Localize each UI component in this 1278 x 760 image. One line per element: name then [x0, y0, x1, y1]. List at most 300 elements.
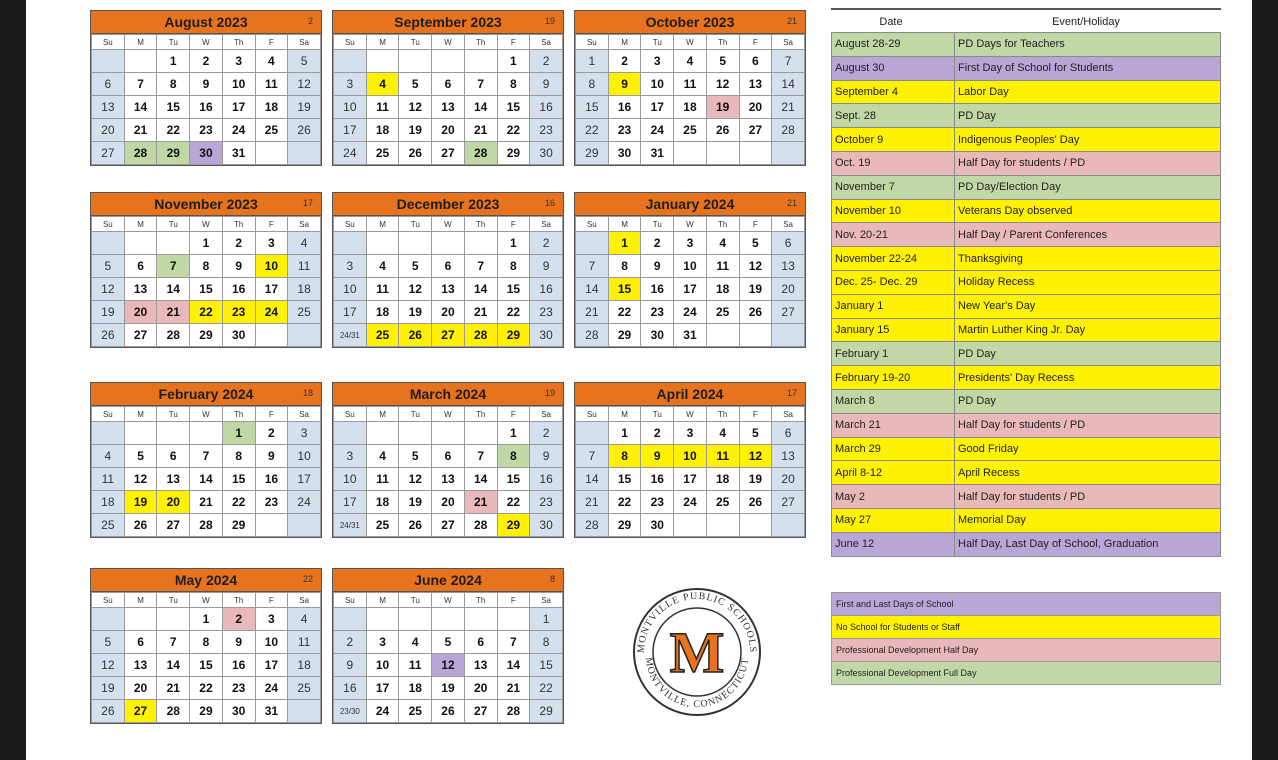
- day-cell: 21: [576, 301, 609, 324]
- day-cell: 30: [608, 142, 641, 165]
- weekday-header: Su: [334, 217, 367, 232]
- weekday-header: Tu: [399, 593, 432, 608]
- day-cell: 25: [288, 301, 321, 324]
- event-row: [831, 270, 1221, 294]
- day-cell: 25: [255, 119, 288, 142]
- day-cell: 30: [190, 142, 223, 165]
- day-cell: 24/31: [334, 514, 367, 537]
- day-cell: 21: [464, 491, 497, 514]
- day-cell: 21: [464, 119, 497, 142]
- event-date: June 12: [832, 533, 955, 556]
- day-cell: 28: [576, 324, 609, 347]
- day-cell: 6: [464, 631, 497, 654]
- day-cell: 22: [497, 491, 530, 514]
- day-cell: 29: [157, 142, 190, 165]
- day-cell: 24: [222, 119, 255, 142]
- event-row: [831, 341, 1221, 365]
- table-top-rule: [831, 8, 1221, 10]
- day-cell: [334, 608, 367, 631]
- day-cell: 21: [464, 301, 497, 324]
- event-name: PD Day/Election Day: [958, 181, 1061, 194]
- weekday-header: Su: [92, 35, 125, 50]
- event-name: Labor Day: [958, 85, 1009, 98]
- day-cell: 5: [92, 255, 125, 278]
- day-cell: 19: [399, 301, 432, 324]
- day-cell: 17: [255, 278, 288, 301]
- day-cell: [92, 50, 125, 73]
- day-cell: [288, 324, 321, 347]
- weekday-header: Sa: [530, 593, 563, 608]
- day-cell: 11: [288, 255, 321, 278]
- event-name: PD Day: [958, 395, 996, 408]
- day-cell: 1: [157, 50, 190, 73]
- weekday-header: W: [674, 217, 707, 232]
- day-cell: 14: [190, 468, 223, 491]
- day-cell: [399, 50, 432, 73]
- day-cell: 9: [222, 255, 255, 278]
- day-cell: 14: [124, 96, 157, 119]
- weekday-header: F: [255, 217, 288, 232]
- day-cell: 25: [288, 677, 321, 700]
- day-cell: 4: [366, 255, 399, 278]
- day-cell: 7: [124, 73, 157, 96]
- day-cell: 31: [255, 700, 288, 723]
- day-cell: 30: [222, 700, 255, 723]
- day-cell: 15: [497, 278, 530, 301]
- day-cell: 19: [739, 468, 772, 491]
- legend-item: Professional Development Half Day: [831, 638, 1221, 661]
- day-cell: 13: [432, 96, 465, 119]
- day-cell: 18: [399, 677, 432, 700]
- month-title-text: April 2024: [656, 386, 724, 402]
- day-cell: 23: [222, 301, 255, 324]
- month-october-2023: [574, 10, 806, 166]
- day-cell: 29: [190, 324, 223, 347]
- event-row: [831, 318, 1221, 342]
- event-name: Good Friday: [958, 442, 1019, 455]
- weekday-header: Th: [464, 407, 497, 422]
- day-cell: 10: [366, 654, 399, 677]
- weekday-header: Th: [222, 407, 255, 422]
- day-cell: 21: [497, 677, 530, 700]
- day-cell: 26: [739, 301, 772, 324]
- day-cell: 27: [432, 514, 465, 537]
- day-cell: 12: [92, 654, 125, 677]
- month-title-text: March 2024: [409, 386, 487, 402]
- school-day-count: 8: [549, 574, 555, 584]
- events-table: [831, 8, 1221, 557]
- day-cell: 3: [288, 422, 321, 445]
- day-cell: 3: [255, 608, 288, 631]
- weekday-header: Sa: [530, 35, 563, 50]
- day-cell: 12: [399, 96, 432, 119]
- day-cell: [464, 50, 497, 73]
- day-cell: [399, 422, 432, 445]
- day-cell: 4: [674, 50, 707, 73]
- day-cell: 23/30: [334, 700, 367, 723]
- event-name: Half Day, Last Day of School, Graduation: [958, 538, 1159, 551]
- day-cell: [366, 422, 399, 445]
- day-cell: 14: [464, 278, 497, 301]
- day-cell: 22: [530, 677, 563, 700]
- weekday-header: Sa: [288, 593, 321, 608]
- day-cell: 12: [706, 73, 739, 96]
- weekday-header: W: [674, 407, 707, 422]
- day-cell: 28: [190, 514, 223, 537]
- weekday-header: Tu: [641, 407, 674, 422]
- day-cell: 3: [334, 445, 367, 468]
- day-cell: [432, 608, 465, 631]
- day-cell: 27: [772, 491, 805, 514]
- day-cell: 1: [190, 608, 223, 631]
- day-cell: 29: [530, 700, 563, 723]
- day-cell: 29: [608, 324, 641, 347]
- day-cell: [399, 608, 432, 631]
- day-cell: 23: [222, 677, 255, 700]
- event-row: [831, 222, 1221, 246]
- event-date: September 4: [832, 81, 955, 104]
- day-cell: 1: [530, 608, 563, 631]
- weekday-header: M: [124, 407, 157, 422]
- month-title: [333, 11, 563, 34]
- day-cell: 23: [530, 119, 563, 142]
- day-cell: 11: [706, 445, 739, 468]
- month-title: [91, 11, 321, 34]
- event-row: [831, 246, 1221, 270]
- day-cell: 29: [608, 514, 641, 537]
- day-cell: 11: [674, 73, 707, 96]
- day-cell: 5: [739, 232, 772, 255]
- day-cell: 10: [334, 96, 367, 119]
- day-cell: [190, 422, 223, 445]
- event-date: March 29: [832, 438, 955, 461]
- event-name: First Day of School for Students: [958, 62, 1114, 75]
- day-cell: 14: [464, 96, 497, 119]
- day-cell: 25: [706, 491, 739, 514]
- day-cell: 26: [739, 491, 772, 514]
- day-cell: 25: [92, 514, 125, 537]
- day-cell: 16: [255, 468, 288, 491]
- event-name: Thanksgiving: [958, 252, 1023, 265]
- day-cell: 15: [497, 468, 530, 491]
- day-cell: 22: [222, 491, 255, 514]
- weekday-header: M: [366, 407, 399, 422]
- day-cell: 20: [464, 677, 497, 700]
- day-cell: 7: [464, 445, 497, 468]
- day-cell: 15: [530, 654, 563, 677]
- day-cell: [157, 608, 190, 631]
- weekday-header: Su: [334, 407, 367, 422]
- day-cell: 8: [497, 255, 530, 278]
- day-cell: [576, 422, 609, 445]
- day-cell: 13: [464, 654, 497, 677]
- event-name: April Recess: [958, 466, 1020, 479]
- day-cell: 6: [92, 73, 125, 96]
- day-cell: 14: [576, 278, 609, 301]
- date-column-header: Date: [879, 16, 903, 28]
- event-name: PD Day: [958, 347, 996, 360]
- day-cell: 24: [366, 700, 399, 723]
- day-cell: [92, 608, 125, 631]
- day-cell: 17: [334, 301, 367, 324]
- month-april-2024: [574, 382, 806, 538]
- weekday-header: F: [255, 407, 288, 422]
- day-cell: 10: [334, 278, 367, 301]
- day-cell: 27: [464, 700, 497, 723]
- weekday-header: F: [497, 35, 530, 50]
- day-cell: 9: [334, 654, 367, 677]
- weekday-header: Tu: [399, 407, 432, 422]
- weekday-header: Su: [334, 593, 367, 608]
- day-cell: 2: [190, 50, 223, 73]
- day-cell: 26: [124, 514, 157, 537]
- weekday-header: Tu: [399, 217, 432, 232]
- day-cell: 17: [641, 96, 674, 119]
- day-cell: 4: [288, 232, 321, 255]
- day-cell: 4: [706, 422, 739, 445]
- day-cell: 11: [288, 631, 321, 654]
- day-cell: 4: [366, 445, 399, 468]
- day-cell: 5: [739, 422, 772, 445]
- day-cell: [124, 232, 157, 255]
- events-rows: [831, 32, 1221, 557]
- event-name: Presidents' Day Recess: [958, 371, 1075, 384]
- day-cell: 7: [772, 50, 805, 73]
- day-cell: [432, 50, 465, 73]
- day-cell: 13: [772, 445, 805, 468]
- day-cell: 5: [706, 50, 739, 73]
- day-cell: 15: [190, 654, 223, 677]
- day-cell: 10: [641, 73, 674, 96]
- day-cell: 20: [92, 119, 125, 142]
- weekday-header: F: [255, 35, 288, 50]
- day-cell: 22: [190, 301, 223, 324]
- weekday-header: Th: [222, 35, 255, 50]
- day-cell: 29: [576, 142, 609, 165]
- event-row: [831, 389, 1221, 413]
- weekday-header: W: [674, 35, 707, 50]
- day-cell: 5: [399, 73, 432, 96]
- day-cell: 28: [772, 119, 805, 142]
- day-cell: 7: [576, 255, 609, 278]
- weekday-header: Su: [92, 217, 125, 232]
- day-cell: 8: [576, 73, 609, 96]
- day-cell: 3: [641, 50, 674, 73]
- day-cell: 3: [674, 232, 707, 255]
- day-cell: 16: [222, 278, 255, 301]
- school-day-count: 17: [786, 388, 797, 398]
- day-cell: 8: [608, 255, 641, 278]
- day-cell: [706, 514, 739, 537]
- day-cell: 11: [255, 73, 288, 96]
- day-cell: 2: [641, 422, 674, 445]
- event-row: [831, 32, 1221, 56]
- day-cell: 5: [399, 255, 432, 278]
- day-cell: 6: [432, 255, 465, 278]
- school-day-count: 21: [786, 16, 797, 26]
- weekday-header: W: [432, 593, 465, 608]
- weekday-header: Su: [92, 593, 125, 608]
- day-cell: 17: [674, 468, 707, 491]
- event-date: August 30: [832, 57, 955, 80]
- day-cell: 22: [497, 301, 530, 324]
- school-day-count: 2: [307, 16, 313, 26]
- day-cell: 24: [255, 301, 288, 324]
- weekday-header: F: [497, 593, 530, 608]
- day-cell: 21: [157, 677, 190, 700]
- day-cell: 12: [399, 278, 432, 301]
- event-date: April 8-12: [832, 461, 955, 484]
- day-cell: [157, 232, 190, 255]
- event-row: [831, 437, 1221, 461]
- day-cell: 13: [92, 96, 125, 119]
- day-cell: [334, 422, 367, 445]
- day-cell: 17: [255, 654, 288, 677]
- day-cell: 25: [366, 514, 399, 537]
- event-date: March 8: [832, 390, 955, 413]
- day-cell: 12: [92, 278, 125, 301]
- event-name: Veterans Day observed: [958, 204, 1073, 217]
- event-name: Half Day for students / PD: [958, 157, 1086, 170]
- weekday-header: Su: [92, 407, 125, 422]
- svg-text:MONTVILLE, CONNECTICUT: MONTVILLE, CONNECTICUT: [642, 656, 752, 711]
- event-date: January 1: [832, 295, 955, 318]
- school-day-count: 17: [302, 198, 313, 208]
- event-date: Nov. 20-21: [832, 223, 955, 246]
- day-cell: 2: [530, 50, 563, 73]
- day-cell: 6: [157, 445, 190, 468]
- day-cell: 27: [157, 514, 190, 537]
- day-cell: 13: [124, 654, 157, 677]
- month-title-text: December 2023: [396, 196, 500, 212]
- day-cell: [288, 142, 321, 165]
- day-cell: 20: [772, 468, 805, 491]
- day-cell: 16: [530, 468, 563, 491]
- day-cell: 26: [288, 119, 321, 142]
- day-cell: 31: [674, 324, 707, 347]
- weekday-header: Tu: [157, 593, 190, 608]
- day-cell: 7: [497, 631, 530, 654]
- event-row: [831, 127, 1221, 151]
- school-day-count: 22: [302, 574, 313, 584]
- weekday-header: W: [190, 217, 223, 232]
- month-title-text: February 2024: [158, 386, 254, 402]
- day-cell: 17: [222, 96, 255, 119]
- day-cell: 18: [706, 468, 739, 491]
- day-cell: 21: [190, 491, 223, 514]
- day-cell: 28: [576, 514, 609, 537]
- event-row: [831, 508, 1221, 532]
- day-cell: 15: [608, 278, 641, 301]
- day-cell: 16: [190, 96, 223, 119]
- day-cell: 5: [399, 445, 432, 468]
- event-date: May 27: [832, 509, 955, 532]
- month-title: [333, 193, 563, 216]
- day-cell: [399, 232, 432, 255]
- day-cell: 20: [739, 96, 772, 119]
- weekday-header: Su: [576, 407, 609, 422]
- day-cell: 16: [334, 677, 367, 700]
- event-name: Martin Luther King Jr. Day: [958, 323, 1086, 336]
- legend-item: Professional Development Full Day: [831, 661, 1221, 685]
- day-cell: 18: [366, 301, 399, 324]
- day-cell: 9: [641, 255, 674, 278]
- day-cell: 24: [334, 142, 367, 165]
- month-title-text: November 2023: [154, 196, 258, 212]
- day-cell: [706, 142, 739, 165]
- day-cell: 2: [255, 422, 288, 445]
- day-cell: 27: [772, 301, 805, 324]
- event-date: October 9: [832, 128, 955, 151]
- day-cell: 8: [222, 445, 255, 468]
- day-cell: [739, 514, 772, 537]
- day-cell: 26: [92, 700, 125, 723]
- event-column-header: Event/Holiday: [1052, 16, 1120, 28]
- event-date: Dec. 25- Dec. 29: [832, 271, 955, 294]
- day-cell: 4: [92, 445, 125, 468]
- day-cell: 27: [739, 119, 772, 142]
- month-february-2024: [90, 382, 322, 538]
- day-cell: 27: [92, 142, 125, 165]
- day-cell: [772, 324, 805, 347]
- day-cell: 24: [288, 491, 321, 514]
- school-day-count: 19: [544, 388, 555, 398]
- day-cell: 23: [641, 491, 674, 514]
- day-cell: 16: [530, 278, 563, 301]
- svg-text:M: M: [669, 620, 725, 685]
- weekday-header: Tu: [157, 35, 190, 50]
- day-cell: 9: [222, 631, 255, 654]
- day-cell: [739, 142, 772, 165]
- day-cell: [124, 50, 157, 73]
- day-cell: 28: [464, 142, 497, 165]
- day-cell: 28: [157, 700, 190, 723]
- day-cell: 20: [432, 119, 465, 142]
- day-cell: 5: [124, 445, 157, 468]
- month-title: [91, 193, 321, 216]
- day-cell: 13: [772, 255, 805, 278]
- day-cell: 7: [576, 445, 609, 468]
- weekday-header: M: [366, 35, 399, 50]
- month-title-text: September 2023: [394, 14, 502, 30]
- day-cell: 1: [576, 50, 609, 73]
- event-date: February 19-20: [832, 366, 955, 389]
- day-cell: 10: [222, 73, 255, 96]
- day-cell: [366, 232, 399, 255]
- day-cell: 21: [124, 119, 157, 142]
- day-cell: 2: [334, 631, 367, 654]
- day-cell: 9: [190, 73, 223, 96]
- weekday-header: Sa: [772, 35, 805, 50]
- day-cell: 8: [530, 631, 563, 654]
- day-cell: 31: [222, 142, 255, 165]
- weekday-header: Th: [222, 593, 255, 608]
- day-cell: 20: [157, 491, 190, 514]
- day-cell: 30: [222, 324, 255, 347]
- day-cell: 22: [190, 677, 223, 700]
- day-cell: 28: [497, 700, 530, 723]
- day-cell: 8: [608, 445, 641, 468]
- weekday-header: Su: [576, 217, 609, 232]
- day-cell: [334, 50, 367, 73]
- day-cell: [464, 422, 497, 445]
- event-date: Sept. 28: [832, 104, 955, 127]
- weekday-header: M: [124, 217, 157, 232]
- weekday-header: W: [190, 35, 223, 50]
- day-cell: 13: [432, 278, 465, 301]
- day-cell: 3: [334, 255, 367, 278]
- weekday-header: M: [608, 407, 641, 422]
